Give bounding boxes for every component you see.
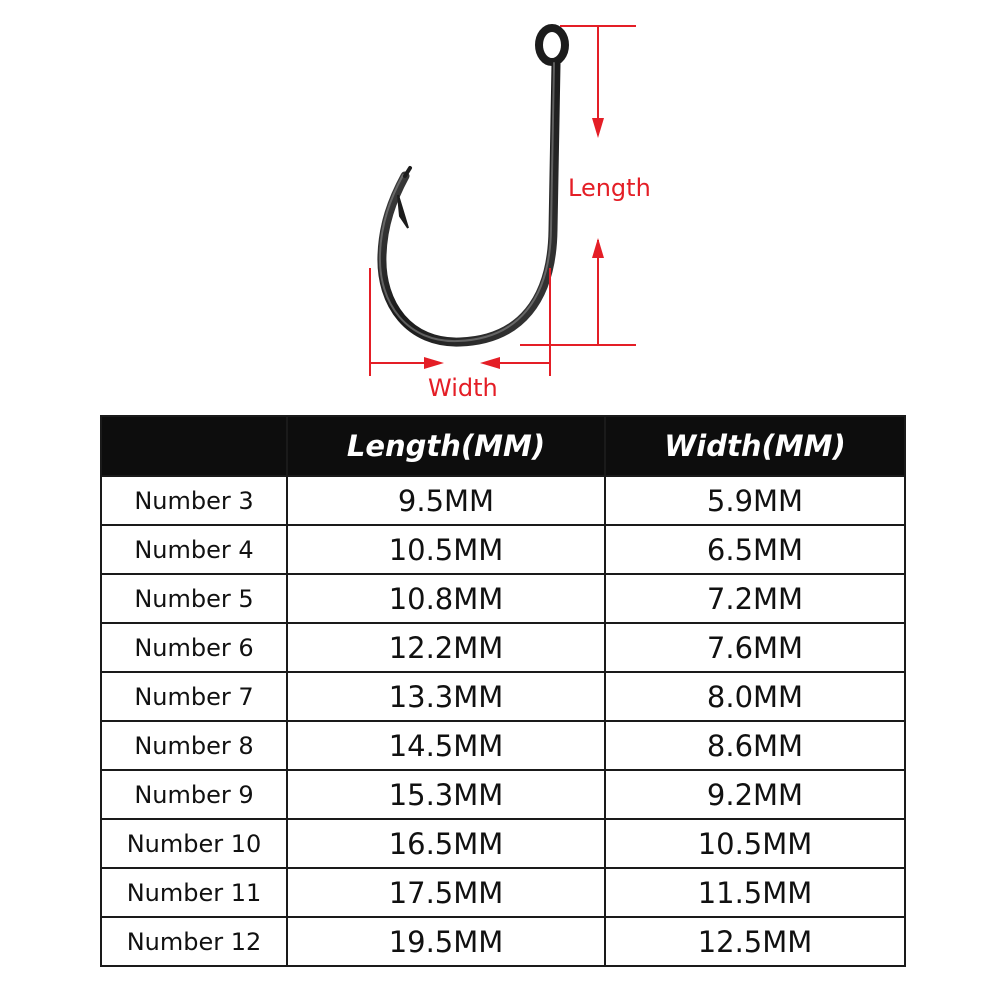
width-cell: 6.5MM: [605, 525, 905, 574]
table-header-row: [101, 416, 905, 476]
table-row: [101, 868, 905, 917]
length-cell: 9.5MM: [287, 476, 605, 525]
table-row: [101, 819, 905, 868]
size-cell: Number 11: [101, 868, 287, 917]
table-row: [101, 672, 905, 721]
length-cell: 12.2MM: [287, 623, 605, 672]
width-cell: 12.5MM: [605, 917, 905, 966]
width-cell: 11.5MM: [605, 868, 905, 917]
table-row: [101, 525, 905, 574]
header-size: [101, 416, 287, 476]
table-row: [101, 917, 905, 966]
length-cell: 10.8MM: [287, 574, 605, 623]
length-label: Length: [568, 174, 651, 202]
width-cell: 7.6MM: [605, 623, 905, 672]
length-cell: 14.5MM: [287, 721, 605, 770]
size-cell: Number 6: [101, 623, 287, 672]
size-cell: Number 8: [101, 721, 287, 770]
table-row: [101, 770, 905, 819]
width-cell: 8.0MM: [605, 672, 905, 721]
hook-diagram: [0, 0, 1002, 410]
table-row: [101, 574, 905, 623]
width-cell: 5.9MM: [605, 476, 905, 525]
width-cell: 9.2MM: [605, 770, 905, 819]
length-cell: 17.5MM: [287, 868, 605, 917]
size-cell: Number 7: [101, 672, 287, 721]
width-label: Width: [428, 374, 498, 402]
size-cell: Number 4: [101, 525, 287, 574]
length-cell: 16.5MM: [287, 819, 605, 868]
header-length: Length(MM): [287, 416, 605, 476]
length-cell: 15.3MM: [287, 770, 605, 819]
width-cell: 8.6MM: [605, 721, 905, 770]
width-cell: 7.2MM: [605, 574, 905, 623]
size-cell: Number 5: [101, 574, 287, 623]
size-cell: Number 12: [101, 917, 287, 966]
width-cell: 10.5MM: [605, 819, 905, 868]
size-cell: Number 10: [101, 819, 287, 868]
table-row: [101, 721, 905, 770]
size-table: [100, 415, 906, 967]
length-cell: 10.5MM: [287, 525, 605, 574]
length-cell: 19.5MM: [287, 917, 605, 966]
fish-hook-icon: [380, 28, 565, 342]
size-cell: Number 3: [101, 476, 287, 525]
size-cell: Number 9: [101, 770, 287, 819]
table-row: [101, 623, 905, 672]
header-width: Width(MM): [605, 416, 905, 476]
length-cell: 13.3MM: [287, 672, 605, 721]
table-row: [101, 476, 905, 525]
